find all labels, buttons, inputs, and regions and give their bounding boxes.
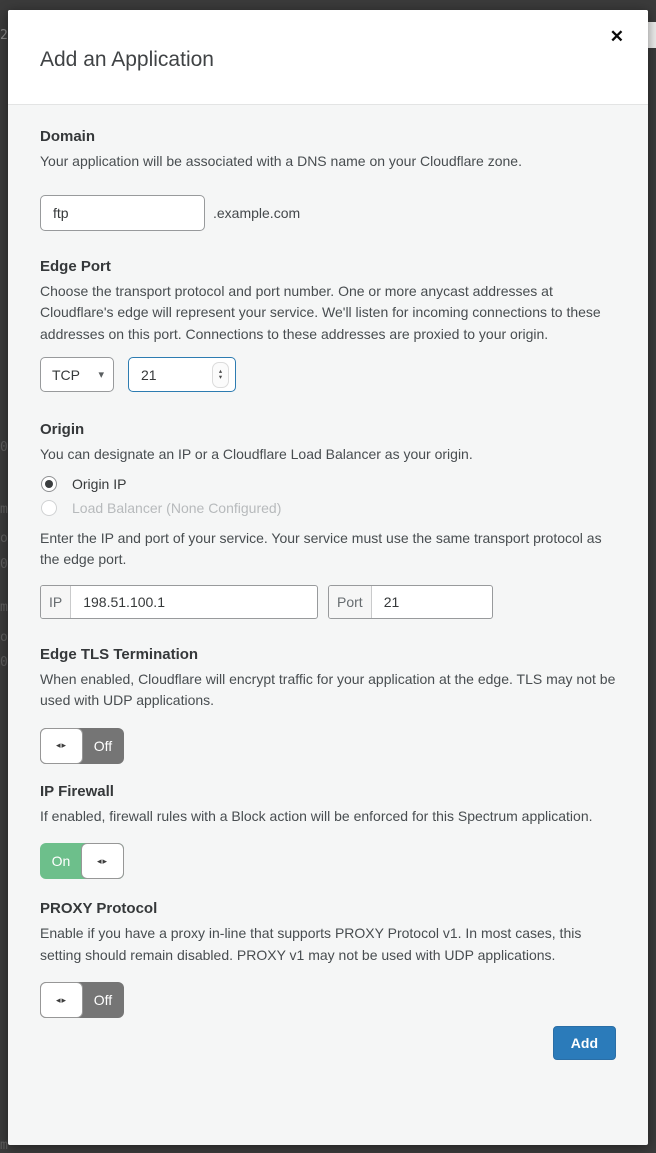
radio-disabled-icon: [41, 500, 57, 516]
modal-header: [8, 10, 648, 105]
domain-suffix: .example.com: [213, 204, 301, 221]
origin-ip-description: Enter the IP and port of your service. Your service must use the same transport protocol as the edge port.: [40, 529, 602, 567]
radio-selected-icon: [41, 476, 57, 492]
toggle-knob-arrows-icon[interactable]: ◂▸: [40, 728, 83, 764]
edge-port-description: Choose the transport protocol and port number. One or more anycast addresses at Cloudflare's edge will represent your service. We'll listen for incoming connections to these addresses on this port. Connections to these addresses are proxied to your origin.: [40, 282, 601, 342]
modal-body: [8, 105, 648, 1060]
add-application-modal: [8, 10, 648, 1145]
ip-firewall-toggle-state: On: [51, 853, 71, 869]
modal-title: Add an Application: [40, 48, 214, 71]
edge-tls-toggle-state: Off: [93, 737, 113, 754]
spinner-down-icon[interactable]: ▾: [218, 373, 223, 381]
domain-label: Domain: [40, 128, 96, 145]
background-terminal-fragment: 0: [0, 557, 8, 572]
close-icon[interactable]: ✕: [609, 27, 624, 46]
ip-firewall-toggle[interactable]: [40, 843, 124, 879]
origin-port-prefix: Port: [329, 586, 372, 618]
origin-label: Origin: [40, 421, 85, 438]
background-terminal-fragment: 2: [0, 28, 8, 43]
radio-load-balancer-label: Load Balancer (None Configured): [72, 499, 282, 516]
origin-ip-input[interactable]: [40, 585, 318, 619]
edge-port-label: Edge Port: [40, 257, 111, 275]
background-terminal-fragment: m: [0, 600, 8, 615]
radio-load-balancer: [40, 496, 616, 520]
radio-origin-ip-label: Origin IP: [72, 475, 127, 492]
radio-origin-ip[interactable]: [40, 472, 616, 496]
protocol-select-value: TCP: [52, 366, 80, 383]
modal-footer: [40, 1026, 616, 1060]
origin-ip-value: 198.51.100.1: [83, 593, 165, 610]
origin-description: You can designate an IP or a Cloudflare Load Balancer as your origin.: [40, 446, 473, 462]
background-terminal-fragment: m: [0, 502, 8, 517]
edge-tls-description: When enabled, Cloudflare will encrypt traffic for your application at the edge. TLS may not be used with UDP applications.: [40, 670, 616, 708]
origin-ip-prefix: IP: [41, 586, 71, 618]
domain-description: Your application will be associated with a DNS name on your Cloudflare zone.: [40, 153, 522, 169]
proxy-protocol-description: Enable if you have a proxy in-line that supports PROXY Protocol v1. In most cases, this setting should remain disabled. PROXY v1 may not be used with UDP applications.: [40, 925, 582, 963]
background-terminal-fragment: o: [0, 531, 8, 546]
section-edge-port: [40, 257, 616, 393]
background-terminal-fragment: m: [0, 1138, 8, 1153]
ip-firewall-description: If enabled, firewall rules with a Block action will be enforced for this Spectrum application.: [40, 807, 593, 824]
section-origin: [40, 420, 616, 619]
section-ip-firewall: [40, 782, 616, 880]
origin-port-input[interactable]: [328, 585, 493, 619]
toggle-knob-arrows-icon[interactable]: ◂▸: [81, 843, 124, 879]
edge-port-number-input[interactable]: [128, 357, 236, 392]
toggle-knob-arrows-icon[interactable]: ◂▸: [40, 982, 83, 1018]
number-spinner[interactable]: [212, 362, 229, 388]
proxy-protocol-toggle-state: Off: [93, 992, 113, 1008]
background-terminal-fragment: 0: [0, 655, 8, 670]
section-edge-tls: [40, 645, 616, 764]
section-domain: [40, 127, 616, 231]
add-button[interactable]: Add: [553, 1026, 616, 1060]
proxy-protocol-toggle[interactable]: [40, 982, 124, 1018]
section-proxy-protocol: [40, 899, 616, 1018]
protocol-select[interactable]: [40, 357, 114, 392]
background-terminal-fragment: 0: [0, 440, 8, 455]
origin-inputs-row: [40, 585, 616, 619]
background-terminal-fragment: o: [0, 630, 8, 645]
ip-firewall-label: IP Firewall: [40, 782, 114, 800]
domain-input-row: [40, 195, 616, 231]
proxy-protocol-label: PROXY Protocol: [40, 900, 158, 917]
edge-port-value: 21: [141, 366, 157, 383]
origin-port-value: 21: [383, 593, 400, 610]
chevron-down-icon: ▾: [98, 369, 104, 381]
background-window-fragment: [648, 22, 656, 48]
spinner-up-icon[interactable]: ▴: [218, 368, 223, 375]
edge-tls-label: Edge TLS Termination: [40, 645, 199, 663]
edge-port-controls: [40, 357, 616, 392]
domain-input[interactable]: [40, 195, 205, 231]
edge-tls-toggle[interactable]: [40, 728, 124, 764]
